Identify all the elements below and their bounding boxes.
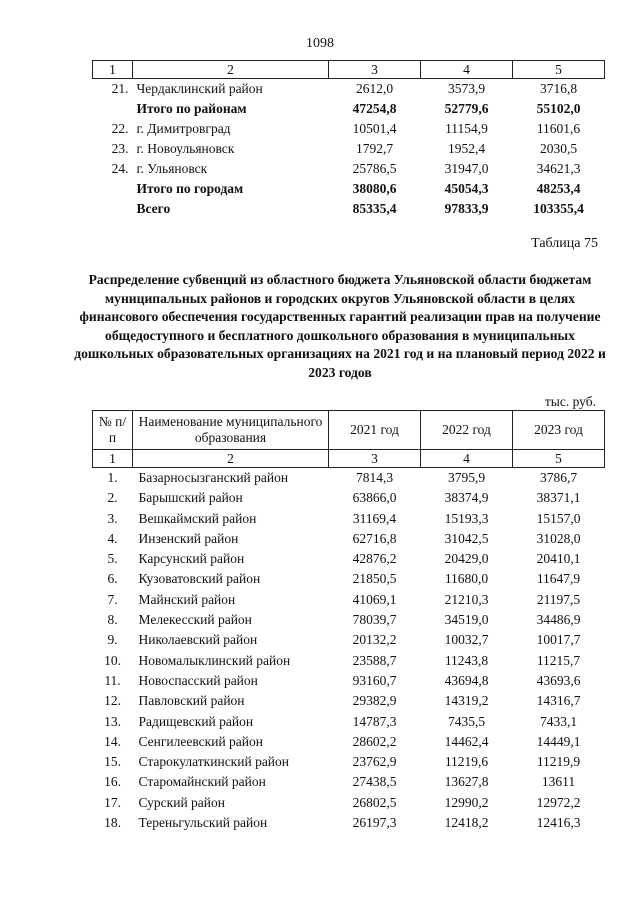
value-2023: 10017,7 bbox=[536, 632, 581, 648]
value-2022: 52779,6 bbox=[444, 101, 489, 116]
header-name: Наименование муниципального образования bbox=[133, 411, 329, 450]
row-number: 8. bbox=[107, 612, 118, 628]
value-2021: 41069,1 bbox=[352, 591, 397, 607]
row-number: 16. bbox=[104, 774, 121, 790]
value-2021: 1792,7 bbox=[355, 141, 394, 156]
row-number: 21. bbox=[111, 81, 129, 96]
row-number: 4. bbox=[107, 530, 118, 546]
header-2022: 2022 год bbox=[421, 411, 513, 450]
value-2021: 28602,2 bbox=[352, 733, 397, 749]
value-2021: 23762,9 bbox=[352, 754, 397, 770]
value-2021: 47254,8 bbox=[352, 101, 397, 116]
row-name: Всего bbox=[136, 201, 171, 216]
value-2023: 31028,0 bbox=[536, 530, 581, 546]
value-2021: 2612,0 bbox=[355, 81, 394, 96]
value-2021: 23588,7 bbox=[352, 652, 397, 668]
value-2021: 27438,5 bbox=[352, 774, 397, 790]
row-number: 2. bbox=[107, 490, 118, 506]
value-2023: 34621,3 bbox=[536, 161, 581, 176]
municipality-name: Павловский район bbox=[138, 693, 245, 709]
value-2022: 11219,6 bbox=[444, 754, 489, 770]
col-number: 2 bbox=[133, 450, 329, 468]
col-number: 1 bbox=[93, 61, 133, 79]
row-number bbox=[93, 99, 133, 119]
value-2021: 42876,2 bbox=[352, 551, 397, 567]
continued-table bbox=[92, 60, 605, 219]
header-2023: 2023 год bbox=[513, 411, 605, 450]
value-2023: 48253,4 bbox=[536, 181, 581, 196]
municipality-name: Новомалыклинский район bbox=[138, 652, 291, 668]
municipality-name: Мелекесский район bbox=[138, 612, 252, 628]
value-2023: 21197,5 bbox=[536, 591, 581, 607]
units-label: тыс. руб. bbox=[544, 394, 596, 409]
value-2021: 63866,0 bbox=[352, 490, 397, 506]
row-number: 10. bbox=[104, 652, 121, 668]
value-2022: 31947,0 bbox=[444, 161, 489, 176]
col-number: 3 bbox=[329, 61, 421, 79]
column-number-row bbox=[93, 61, 605, 79]
value-2021: 38080,6 bbox=[352, 181, 397, 196]
value-2023: 34486,9 bbox=[536, 612, 581, 628]
table-title: Распределение субвенций из областного бюджета Ульяновской области бюджетам муниципальных районов и городских округов Ульяновской области в целях финансового обеспечения государственных гарантий реализации прав на получение общедоступного и бесплатного дошкольного образования в муниципальных дошкольных образовательных организациях на 2021 год и на плановый период 2022 и 2023 годов bbox=[74, 272, 606, 380]
municipality-name: Новоспасский район bbox=[138, 672, 258, 688]
municipality-name: Карсунский район bbox=[138, 551, 245, 567]
value-2023: 15157,0 bbox=[536, 510, 581, 526]
row-number: 13. bbox=[104, 713, 121, 729]
row-name: Чердаклинский район bbox=[136, 81, 263, 96]
value-2023: 3786,7 bbox=[539, 470, 578, 485]
table-row bbox=[93, 772, 605, 792]
municipality-name: Базарносызганский район bbox=[138, 470, 289, 485]
table-row bbox=[93, 529, 605, 549]
row-number: 14. bbox=[104, 733, 121, 749]
value-2021: 7814,3 bbox=[355, 470, 394, 485]
row-number: 1. bbox=[107, 470, 118, 485]
value-2022: 97833,9 bbox=[444, 201, 489, 216]
municipality-name: Старокулаткинский район bbox=[138, 754, 290, 770]
value-2021: 62716,8 bbox=[352, 530, 397, 546]
col-number: 4 bbox=[421, 450, 513, 468]
value-2023: 11601,6 bbox=[536, 121, 581, 136]
row-number: 5. bbox=[107, 551, 118, 567]
municipality-name: Старомайнский район bbox=[138, 774, 266, 790]
row-number: 3. bbox=[107, 510, 118, 526]
municipality-name: Сенгилеевский район bbox=[138, 733, 263, 749]
table-row bbox=[93, 651, 605, 671]
value-2023: 103355,4 bbox=[533, 201, 584, 216]
value-2023: 20410,1 bbox=[536, 551, 581, 567]
value-2022: 14462,4 bbox=[444, 733, 489, 749]
table-row bbox=[93, 671, 605, 691]
value-2022: 38374,9 bbox=[444, 490, 489, 506]
table-row bbox=[93, 569, 605, 589]
municipality-name: Николаевский район bbox=[138, 632, 258, 648]
table-row bbox=[93, 732, 605, 752]
row-name: Итого по районам bbox=[136, 101, 247, 116]
row-number: 11. bbox=[104, 672, 121, 688]
value-2022: 20429,0 bbox=[444, 551, 489, 567]
value-2023: 13611 bbox=[541, 774, 576, 790]
table-row bbox=[93, 509, 605, 529]
col-number: 5 bbox=[513, 450, 605, 468]
row-number: 17. bbox=[104, 794, 121, 810]
municipality-name: Сурский район bbox=[138, 794, 225, 810]
municipality-name: Майнский район bbox=[138, 591, 236, 607]
value-2021: 78039,7 bbox=[352, 612, 397, 628]
header-2021: 2021 год bbox=[329, 411, 421, 450]
col-number: 1 bbox=[93, 450, 133, 468]
row-number: 12. bbox=[104, 693, 121, 709]
header-row bbox=[93, 411, 605, 450]
row-number: 15. bbox=[104, 754, 121, 770]
row-number: 23. bbox=[111, 141, 129, 156]
table-row bbox=[93, 712, 605, 732]
row-number: 22. bbox=[111, 121, 129, 136]
value-2022: 15193,3 bbox=[444, 510, 489, 526]
value-2023: 55102,0 bbox=[536, 101, 581, 116]
row-name: Итого по городам bbox=[136, 181, 244, 196]
row-number bbox=[93, 179, 133, 199]
table-row bbox=[93, 159, 605, 179]
municipality-name: Тереньгульский район bbox=[138, 815, 268, 831]
value-2023: 7433,1 bbox=[539, 713, 578, 729]
value-2021: 14787,3 bbox=[352, 713, 397, 729]
row-name: г. Новоульяновск bbox=[136, 141, 235, 156]
value-2023: 11215,7 bbox=[536, 652, 581, 668]
table-row bbox=[93, 590, 605, 610]
table-row bbox=[93, 99, 605, 119]
table-row bbox=[93, 488, 605, 508]
value-2023: 14316,7 bbox=[536, 693, 581, 709]
municipality-name: Барышский район bbox=[138, 490, 243, 506]
table-row bbox=[93, 813, 605, 833]
value-2022: 34519,0 bbox=[444, 612, 489, 628]
value-2021: 20132,2 bbox=[352, 632, 397, 648]
col-number: 5 bbox=[513, 61, 605, 79]
col-number: 2 bbox=[133, 61, 329, 79]
table-row bbox=[93, 752, 605, 772]
value-2021: 29382,9 bbox=[352, 693, 397, 709]
row-number: 9. bbox=[107, 632, 118, 648]
value-2022: 13627,8 bbox=[444, 774, 489, 790]
col-number: 3 bbox=[329, 450, 421, 468]
value-2022: 31042,5 bbox=[444, 530, 489, 546]
value-2023: 12416,3 bbox=[536, 815, 581, 831]
table-row bbox=[93, 119, 605, 139]
value-2022: 11680,0 bbox=[444, 571, 489, 587]
value-2023: 2030,5 bbox=[539, 141, 578, 156]
value-2022: 3795,9 bbox=[447, 470, 486, 485]
row-number: 7. bbox=[107, 591, 118, 607]
value-2023: 12972,2 bbox=[536, 794, 581, 810]
value-2023: 3716,8 bbox=[539, 81, 578, 96]
value-2023: 38371,1 bbox=[536, 490, 581, 506]
page-number: 1098 bbox=[306, 36, 334, 51]
value-2021: 21850,5 bbox=[352, 571, 397, 587]
header-num: № п/п bbox=[93, 411, 133, 450]
value-2022: 11243,8 bbox=[444, 652, 489, 668]
col-number: 4 bbox=[421, 61, 513, 79]
subvention-table bbox=[92, 410, 605, 833]
value-2021: 26197,3 bbox=[352, 815, 397, 831]
value-2022: 43694,8 bbox=[444, 672, 489, 688]
value-2023: 43693,6 bbox=[536, 672, 581, 688]
value-2023: 11647,9 bbox=[536, 571, 581, 587]
value-2022: 12990,2 bbox=[444, 794, 489, 810]
table-row bbox=[93, 610, 605, 630]
table-row bbox=[93, 468, 605, 489]
value-2022: 11154,9 bbox=[445, 121, 488, 136]
value-2022: 1952,4 bbox=[447, 141, 486, 156]
value-2023: 14449,1 bbox=[536, 733, 581, 749]
value-2022: 14319,2 bbox=[444, 693, 489, 709]
table-row bbox=[93, 793, 605, 813]
municipality-name: Инзенский район bbox=[138, 530, 239, 546]
value-2021: 26802,5 bbox=[352, 794, 397, 810]
table-label: Таблица 75 bbox=[531, 236, 598, 251]
row-name: г. Ульяновск bbox=[136, 161, 208, 176]
row-name: г. Димитровград bbox=[136, 121, 231, 136]
column-number-row bbox=[93, 450, 605, 468]
value-2021: 85335,4 bbox=[352, 201, 397, 216]
table-row bbox=[93, 549, 605, 569]
table-row bbox=[93, 179, 605, 199]
value-2022: 45054,3 bbox=[444, 181, 489, 196]
municipality-name: Вешкаймский район bbox=[138, 510, 257, 526]
value-2021: 25786,5 bbox=[352, 161, 397, 176]
table-row bbox=[93, 199, 605, 219]
value-2022: 10032,7 bbox=[444, 632, 489, 648]
value-2022: 21210,3 bbox=[444, 591, 489, 607]
value-2022: 7435,5 bbox=[447, 713, 486, 729]
table-row bbox=[93, 630, 605, 650]
value-2022: 3573,9 bbox=[447, 81, 486, 96]
table-row bbox=[93, 691, 605, 711]
value-2023: 11219,9 bbox=[536, 754, 581, 770]
table-row bbox=[93, 139, 605, 159]
value-2021: 93160,7 bbox=[352, 672, 397, 688]
municipality-name: Радищевский район bbox=[138, 713, 254, 729]
value-2022: 12418,2 bbox=[444, 815, 489, 831]
row-number bbox=[93, 199, 133, 219]
table-row bbox=[93, 79, 605, 100]
value-2021: 31169,4 bbox=[352, 510, 397, 526]
value-2021: 10501,4 bbox=[352, 121, 397, 136]
municipality-name: Кузоватовский район bbox=[138, 571, 261, 587]
row-number: 18. bbox=[104, 815, 121, 831]
row-number: 6. bbox=[107, 571, 118, 587]
row-number: 24. bbox=[111, 161, 129, 176]
